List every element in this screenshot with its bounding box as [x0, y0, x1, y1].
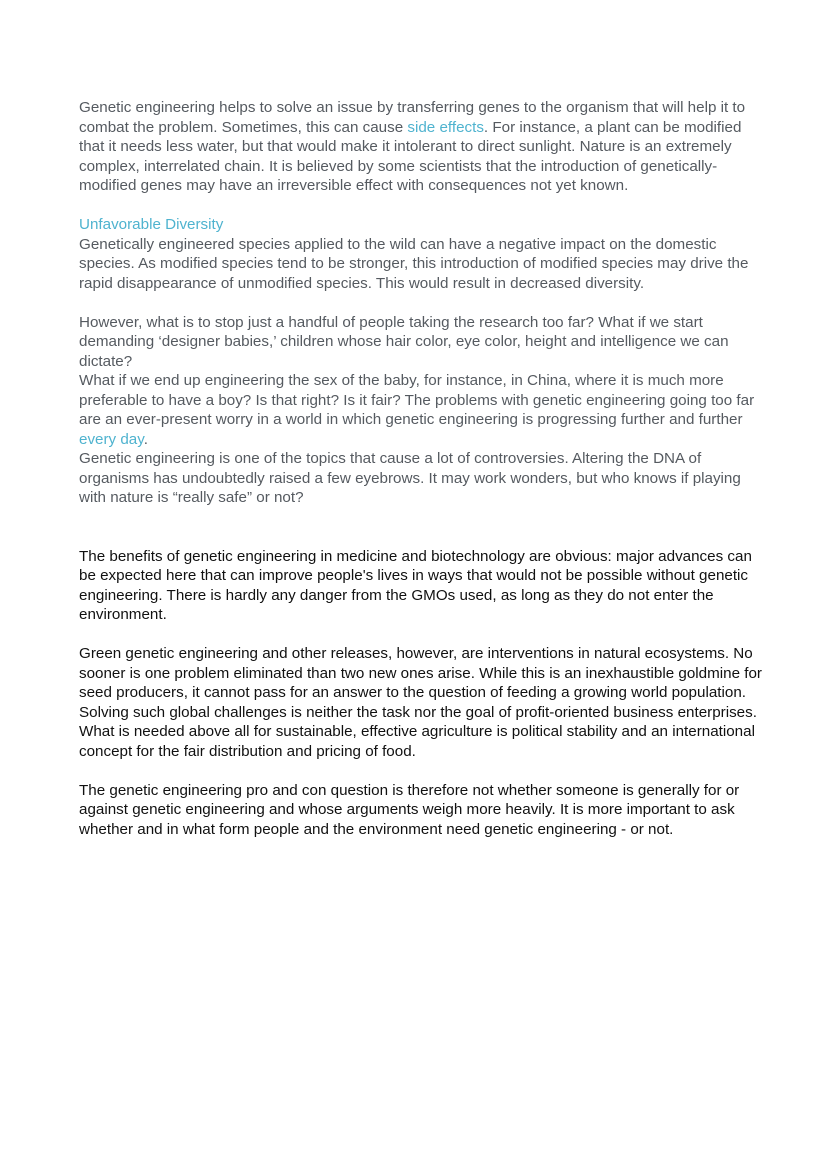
paragraph-text: Genetic engineering helps to solve an issue by transferring genes to the organism that will help it to combat the problem. Sometimes, this can cause: [79, 99, 746, 136]
paragraph-side-effects: [79, 98, 769, 196]
paragraph-benefits: The benefits of genetic engineering in medicine and biotechnology are obvious: major advances can be expected here that can improve people's lives in ways that would not be possible without genetic engineering. There is hardly any danger from the GMOs used, as long as they do not enter the environment.: [79, 547, 752, 623]
paragraph-diversity: Genetically engineered species applied to the wild can have a negative impact on the domestic species. As modified species tend to be stronger, this introduction of modified species may drive the rapid disappearance of unmodified species. This would result in decreased diversity.: [79, 235, 749, 292]
heading-unfavorable-diversity: Unfavorable Diversity: [79, 216, 224, 233]
paragraph-text: .: [143, 430, 148, 448]
document-page: [79, 98, 769, 839]
every-day-link[interactable]: every day: [79, 430, 144, 448]
paragraph-sex-of-baby: [79, 371, 769, 449]
paragraph-pro-con: The genetic engineering pro and con question is therefore not whether someone is generally for or against genetic engineering and whose arguments weigh more heavily. It is more important to ask whether and in what form people and the environment need genetic engineering - or not.: [79, 781, 740, 838]
paragraph-controversies: Genetic engineering is one of the topics that cause a lot of controversies. Altering the DNA of organisms has undoubtedly raised a few eyebrows. It may work wonders, but who knows if playing with nature is “really safe” or not?: [79, 450, 741, 506]
paragraph-text: . For instance, a plant can be modified that it needs less water, but that would make it intolerant to direct sunlight. Nature is an extremely complex, interrelated chain. It is believed by some scientists that the introduction of genetically-modified genes may have an irreversible effect with consequences not yet known.: [79, 118, 742, 194]
paragraph-green-engineering: Green genetic engineering and other releases, however, are interventions in natural ecosystems. No sooner is one problem eliminated than two new ones arise. While this is an inexhaustible goldmine for seed producers, it cannot pass for an answer to the question of feeding a growing world population. Solving such global challenges is neither the task nor the goal of profit-oriented business enterprises. What is needed above all for sustainable, effective agriculture is political stability and an international concept for the fair distribution and pricing of food.: [79, 645, 762, 760]
side-effects-link[interactable]: side effects: [407, 118, 484, 136]
paragraph-designer-babies: However, what is to stop just a handful of people taking the research too far? What if we start demanding ‘designer babies,’ children whose hair color, eye color, height and intelligence we can dictate?: [79, 313, 729, 370]
paragraph-text: What if we end up engineering the sex of the baby, for instance, in China, where it is much more preferable to have a boy? Is that right? Is it fair? The problems with genetic engineering going too far are an ever-present worry in a world in which genetic engineering is progressing further and further: [79, 372, 755, 428]
